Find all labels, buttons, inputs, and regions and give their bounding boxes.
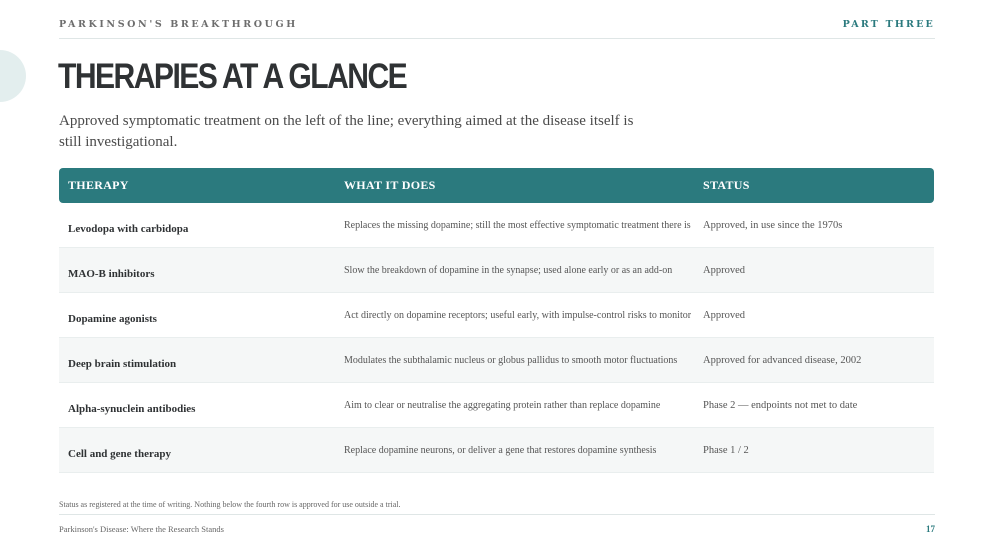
- what-it-does-cell: Replace dopamine neurons, or deliver a gene that restores dopamine synthesis: [344, 444, 657, 456]
- what-it-does-cell: Modulates the subthalamic nucleus or globus pallidus to smooth motor fluctuations: [344, 354, 678, 366]
- what-it-does-cell: Replaces the missing dopamine; still the most effective symptomatic treatment there is: [344, 219, 691, 231]
- therapy-cell: MAO-B inhibitors: [68, 267, 155, 280]
- status-cell: Phase 2 — endpoints not met to date: [703, 399, 858, 411]
- therapy-cell: Deep brain stimulation: [68, 357, 177, 370]
- status-cell: Approved: [703, 309, 745, 321]
- page-number: 17: [926, 524, 935, 534]
- status-cell: Phase 1 / 2: [703, 444, 749, 456]
- table-row: [59, 428, 934, 473]
- decorative-circle: [0, 50, 26, 102]
- therapy-cell: Levodopa with carbidopa: [68, 222, 189, 235]
- status-cell: Approved for advanced disease, 2002: [703, 354, 862, 366]
- table-row: [59, 338, 934, 383]
- status-cell: Approved: [703, 264, 745, 276]
- page-subtitle: Approved symptomatic treatment on the left of the line; everything aimed at the disease itself is still investigational.: [59, 113, 634, 150]
- column-header-therapy: THERAPY: [68, 178, 129, 192]
- page-title: THERAPIES AT A GLANCE: [58, 57, 407, 96]
- table-header: [59, 168, 934, 203]
- therapies-table: [59, 168, 934, 473]
- running-header-title: PARKINSON'S BREAKTHROUGH: [59, 19, 298, 30]
- therapy-cell: Dopamine agonists: [68, 312, 157, 325]
- status-cell: Approved, in use since the 1970s: [703, 219, 843, 231]
- footer-book-title: Parkinson's Disease: Where the Research Stands: [59, 524, 224, 534]
- column-header-status: STATUS: [703, 178, 750, 192]
- what-it-does-cell: Act directly on dopamine receptors; useful early, with impulse-control risks to monitor: [344, 309, 692, 321]
- table-row: [59, 383, 934, 428]
- table-row: [59, 248, 934, 293]
- table-row: [59, 203, 934, 248]
- table-footnote: Status as registered at the time of writing. Nothing below the fourth row is approved for use outside a trial.: [59, 500, 401, 509]
- header-divider: [59, 38, 935, 39]
- what-it-does-cell: Aim to clear or neutralise the aggregating protein rather than replace dopamine: [344, 399, 661, 411]
- what-it-does-cell: Slow the breakdown of dopamine in the synapse; used alone early or as an add-on: [344, 264, 673, 276]
- column-header-what-it-does: WHAT IT DOES: [344, 178, 436, 192]
- footer-divider: [59, 514, 935, 515]
- table-row: [59, 293, 934, 338]
- therapy-cell: Cell and gene therapy: [68, 447, 171, 460]
- running-header-section: PART THREE: [842, 19, 935, 30]
- therapy-cell: Alpha-synuclein antibodies: [68, 402, 196, 415]
